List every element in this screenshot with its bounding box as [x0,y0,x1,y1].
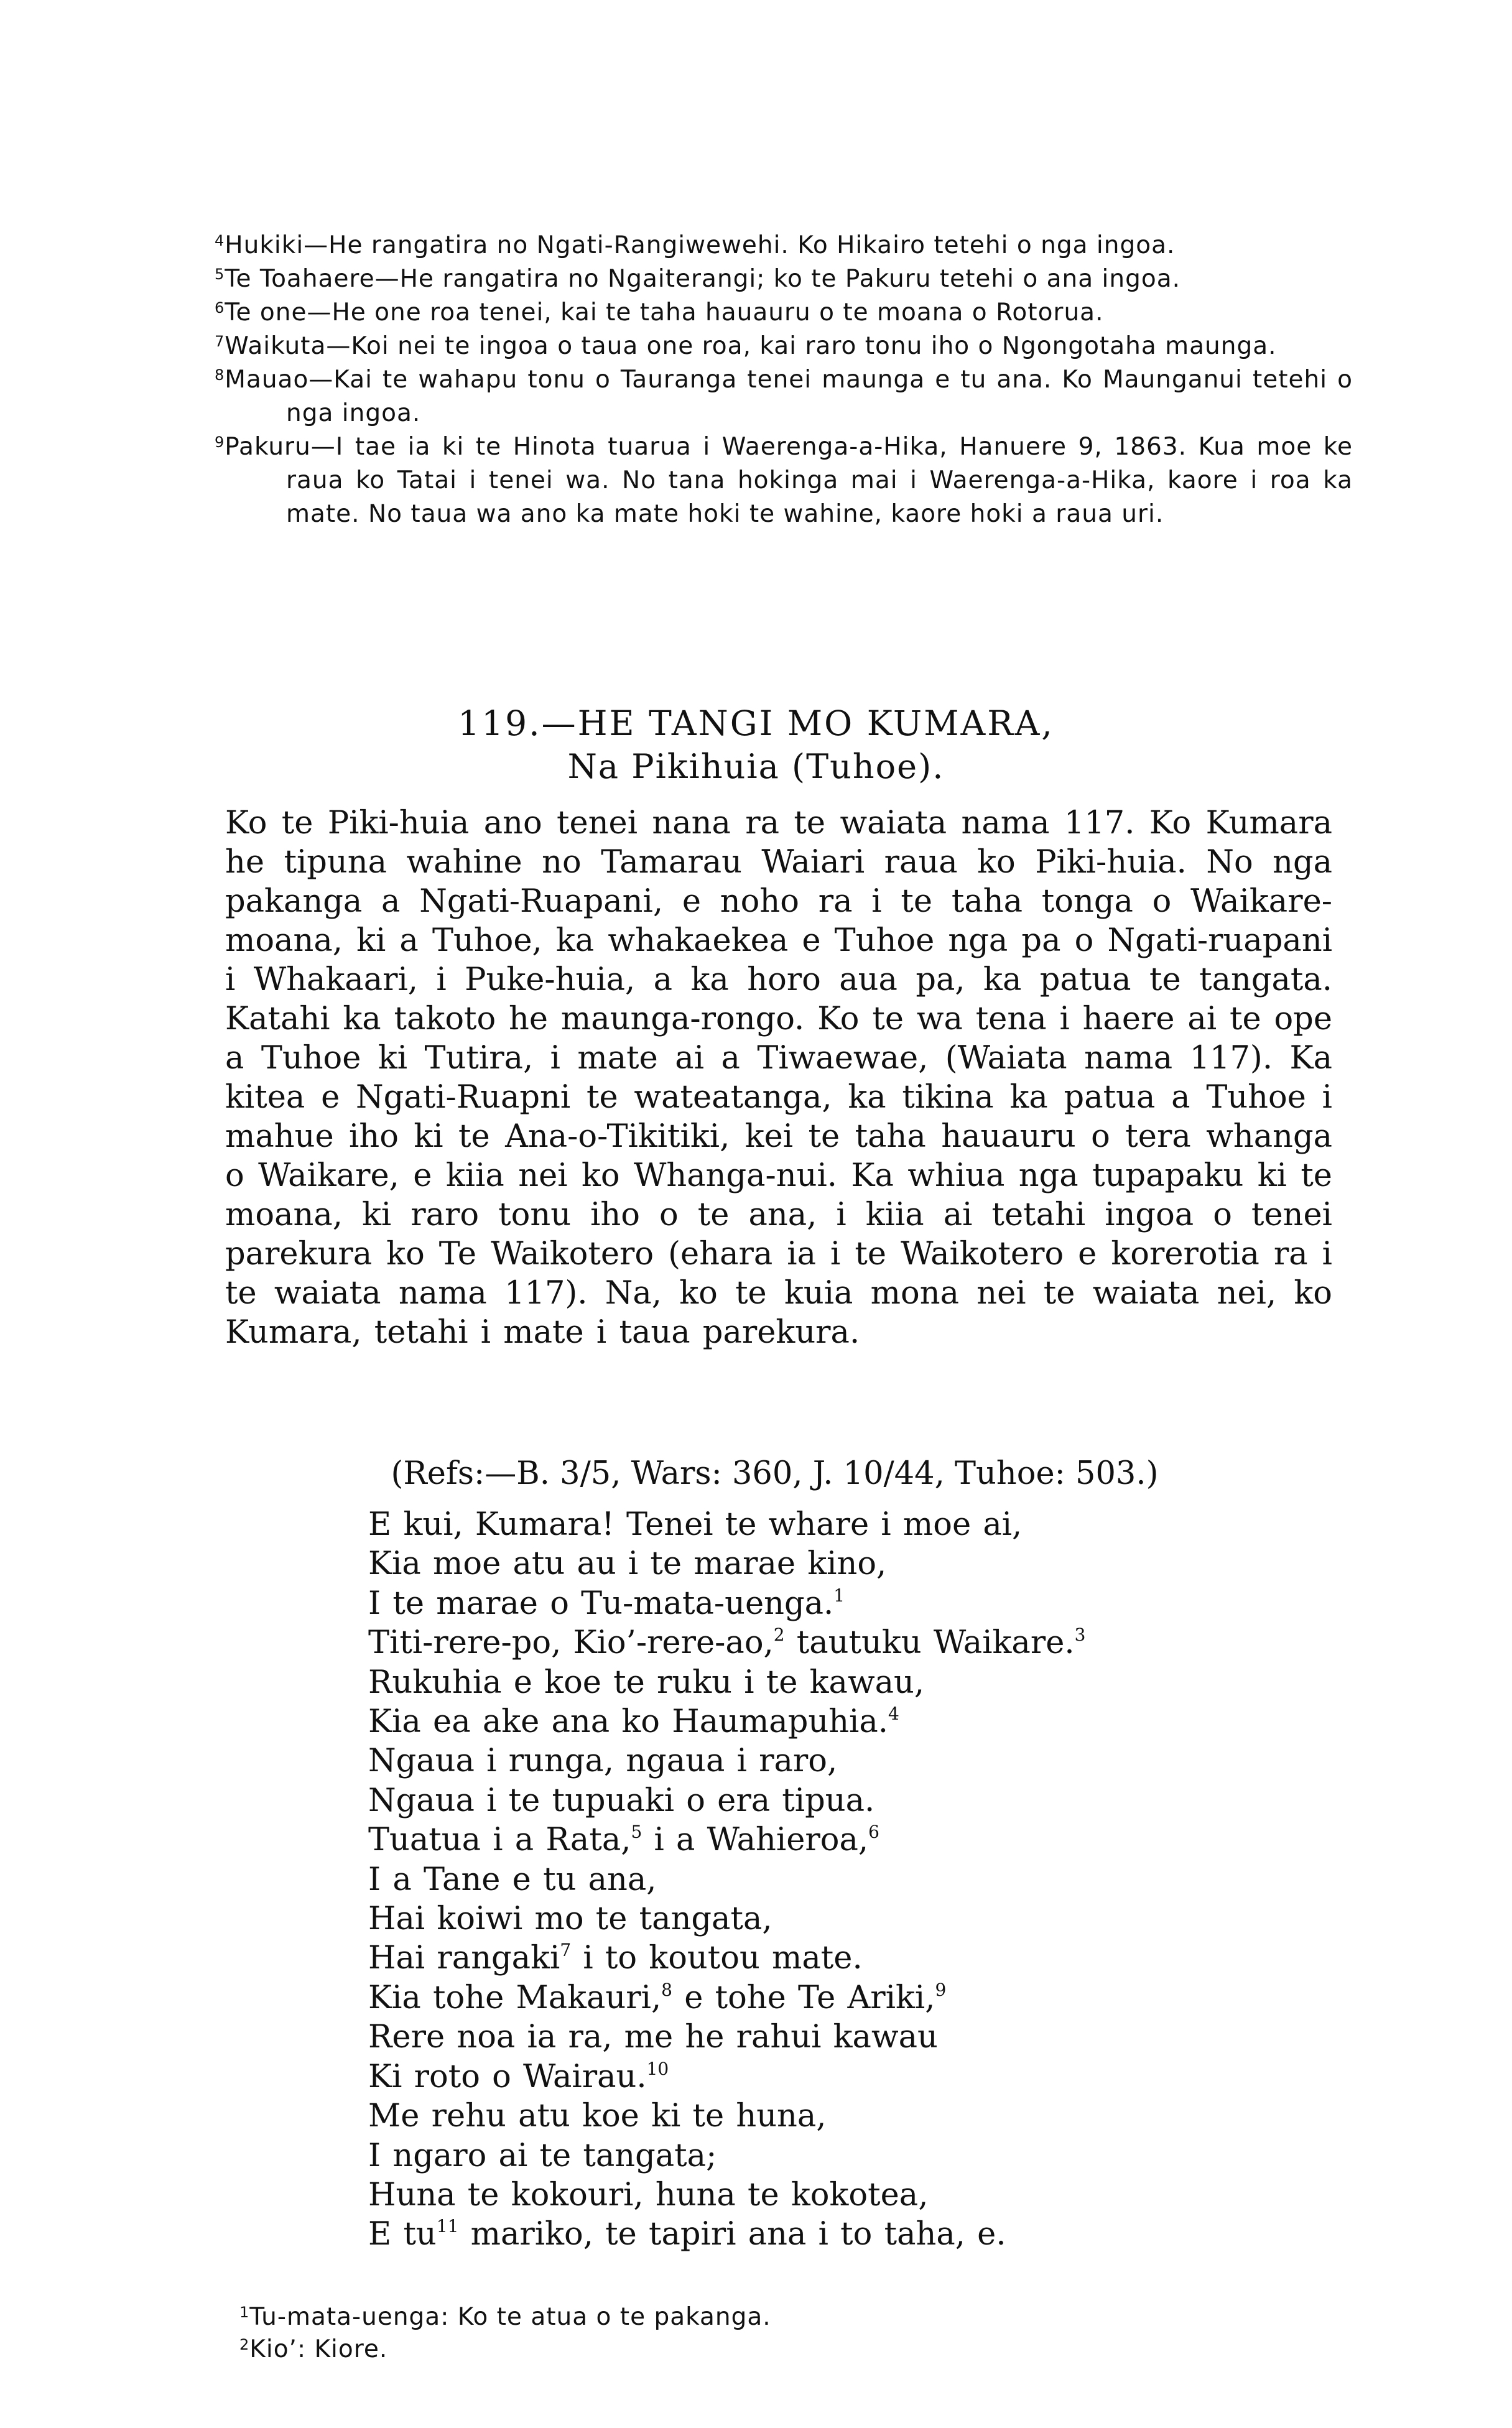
footnote-marker: 6 [868,1822,879,1843]
note-number: 4 [215,232,225,249]
references: (Refs:—B. 3/5, Wars: 360, J. 10/44, Tuhoe: 503.) [391,1455,1159,1492]
poem-line: Rere noa ia ra, me he rahui kawau [368,2019,938,2056]
footnote-text: Kio’: Kiore. [249,2335,388,2363]
note-text: Te Toahaere—He rangatira no Ngaiterangi; ko te Pakuru tetehi o ana ingoa. [225,265,1180,293]
note-number: 5 [215,266,225,283]
poem-line: Me rehu atu koe ki te huna, [368,2098,827,2135]
poem-line: E kui, Kumara! Tenei te whare i moe ai, [368,1506,1023,1543]
footnote-text: Tu-mata-uenga: Ko te atua o te pakanga. [249,2303,771,2331]
note-number: 7 [215,333,225,350]
footnote-number: 1 [239,2304,250,2321]
note-7 [215,330,1353,363]
poem-line: Rukuhia e koe te ruku i te kawau, [368,1664,925,1701]
footnote-marker: 7 [560,1940,572,1961]
poem-line: Ngaua i te tupuaki o era tipua. [368,1782,875,1819]
poem-line: Ki roto o Wairau.$^{10}$ [368,2058,669,2095]
intro-paragraph: Ko te Piki-huia ano tenei nana ra te waiata nama 117. Ko Kumara he tipuna wahine no Tamarau Waiari raua ko Piki-huia. No nga pakanga a Ngati-Ruapani, e noho ra i te taha tonga o Waikare-moana, ki a Tuhoe, ka whakaekea e Tuhoe nga pa o Ngati-ruapani i Whakaari, i Puke-huia, a ka horo aua pa, ka patua te tangata. Katahi ka takoto he maunga-rongo. Ko te wa tena i haere ai te ope a Tuhoe ki Tutira, i mate ai a Tiwaewae, (Waiata nama 117). Ka kitea e Ngati-Ruapni te wateatanga, ka tikina ka patua a Tuhoe i mahue iho ki te Ana-o-Tikitiki, kei te taha hauauru o tera whanga o Waikare, e kiia nei ko Whanga-nui. Ka whiua nga tupapaku ki te moana, ki raro tonu iho o te ana, i kiia ai tetahi ingoa o tenei parekura ko Te Waikotero (ehara ia i te Waikotero e korerotia ra i te waiata nama 117). Na, ko te kuia mona nei te waiata nei, ko Kumara, tetahi i mate i taua parekura. [225,805,1332,1351]
footnote-marker: 5 [631,1822,642,1843]
note-8 [215,363,1353,430]
poem-line: Huna te kokouri, huna te kokotea, [368,2176,929,2213]
continued-notes [215,229,1353,531]
footnote-marker: 8 [661,1979,672,2000]
poem-line: Hai koiwi mo te tangata, [368,1901,772,1938]
footnote-marker: 9 [935,1979,947,2000]
note-5 [215,262,1353,296]
song-title: 119.—HE TANGI MO KUMARA, [458,703,1054,743]
poem-line: Hai rangaki$^7$ i to koutou mate. [368,1940,863,1977]
note-text: Hukiki—He rangatira no Ngati-Rangiwewehi. Ko Hikairo tetehi o nga ingoa. [225,231,1176,259]
footnote-2 [239,2333,1297,2366]
footnote-marker: 1 [833,1585,845,1606]
poem-line: I te marae o Tu-mata-uenga.$^1$ [368,1585,845,1622]
footnote-1 [239,2301,1297,2333]
footnote-marker: 4 [888,1703,899,1725]
song-author: Na Pikihuia (Tuhoe). [567,747,945,786]
poem-line: Ngaua i runga, ngaua i raro, [368,1743,838,1780]
page-footnotes [239,2301,1297,2366]
footnote-marker: 2 [773,1624,785,1646]
poem-line: Tuatua i a Rata,$^5$ i a Wahieroa,$^6$ [368,1822,879,1859]
note-number: 8 [215,366,225,384]
note-text: Mauao—Kai te wahapu tonu o Tauranga tenei maunga e tu ana. Ko Maunganui tetehi o nga ingoa. [225,366,1353,427]
footnote-marker: 3 [1074,1624,1086,1646]
note-text: Waikuta—Koi nei te ingoa o taua one roa, kai raro tonu iho o Ngongotaha maunga. [225,332,1277,360]
note-9 [215,430,1353,531]
note-4 [215,229,1353,262]
footnote-number: 2 [239,2336,250,2353]
note-text: Pakuru—I tae ia ki te Hinota tuarua i Waerenga-a-Hika, Hanuere 9, 1863. Kua moe ke raua ko Tatai i tenei wa. No tana hokinga mai i Waerenga-a-Hika, kaore i roa ka mate. No taua wa ano ka mate hoki te wahine, kaore hoki a raua uri. [225,433,1353,528]
poem-line: I ngaro ai te tangata; [368,2137,717,2174]
poem-line: Kia moe atu au i te marae kino, [368,1545,887,1583]
poem-line: Kia tohe Makauri,$^8$ e tohe Te Ariki,$^9$ [368,1979,947,2016]
note-number: 9 [215,433,225,451]
poem-line: I a Tane e tu ana, [368,1861,657,1898]
note-6 [215,296,1353,330]
poem-line: Titi-rere-po, Kio’-rere-ao,$^2$ tautuku Waikare.$^3$ [368,1624,1086,1662]
footnote-marker: 11 [436,2216,459,2237]
footnote-marker: 10 [646,2058,669,2079]
note-number: 6 [215,299,225,317]
poem-line: E $tu^{11}$ mariko, te tapiri ana i to taha, e. [368,2216,1006,2253]
note-text: Te one—He one roa tenei, kai te taha hauauru o te moana o Rotorua. [225,299,1104,327]
poem-line: Kia ea ake ana ko Haumapuhia.$^4$ [368,1703,899,1741]
poem [368,1505,1363,2254]
